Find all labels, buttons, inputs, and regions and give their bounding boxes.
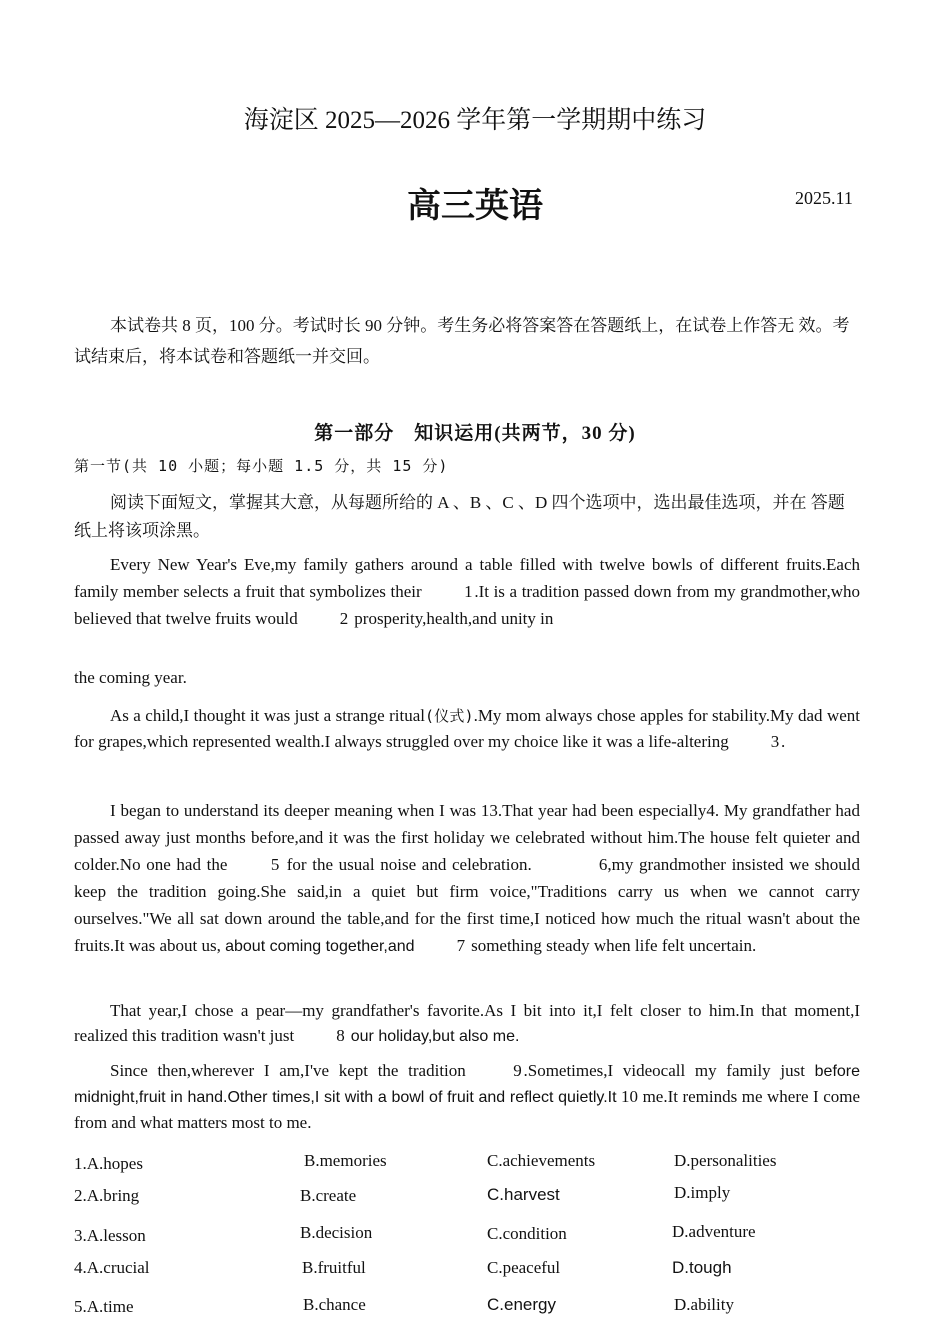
option-1b: B.memories <box>304 1151 387 1170</box>
passage-paragraph-1-end: the coming year. <box>74 668 187 687</box>
option-5d: D.ability <box>674 1295 734 1314</box>
option-5a: 5.A.time <box>74 1297 134 1316</box>
passage-paragraph-1 <box>74 551 860 632</box>
exam-date: 2025.11 <box>795 188 853 208</box>
exam-intro: 本试卷共 8 页，100 分。考试时长 90 分钟。考生务必将答案答在答题纸上，在试卷上作答无 效。考试结束后，将本试卷和答题纸一并交回。 <box>74 316 850 366</box>
option-1c: C.achievements <box>487 1151 596 1170</box>
option-1a: 1.A.hopes <box>74 1154 143 1173</box>
passage-text: Since then,wherever I am,I've kept the tradition <box>110 1061 466 1080</box>
blank-1: 1 <box>464 582 473 601</box>
passage-text: .It is a tradition passed down from my grandmother,who believed that twelve fruits would <box>74 582 860 628</box>
passage-text: Every New Year's Eve,my family gathers around a table filled with twelve bowls of different fruits.Each family member selects a fruit that symbolizes their <box>74 555 860 601</box>
blank-7: 7 <box>456 936 466 955</box>
option-3b: B.decision <box>300 1223 373 1242</box>
passage-text: before midnight,fruit in hand.Other times,I sit with a bowl of fruit and reflect quietly.It <box>74 1063 861 1106</box>
passage-text: . My grandfather had passed away just months before,and it was the first holiday we celebrated without him.The house felt quieter and colder.No one had the <box>74 801 860 874</box>
passage-text: prosperity,health,and unity in <box>354 609 554 628</box>
blank-3: 3 <box>770 732 780 751</box>
passage-text: That year,I chose a pear—my grandfather's favorite.As I bit into it,I felt closer to him.In that moment,I realized this tradition wasn't just <box>74 1001 860 1045</box>
gloss-note: (仪式) <box>425 707 474 725</box>
option-4c: C.peaceful <box>487 1258 561 1277</box>
option-3d: D.adventure <box>672 1222 756 1241</box>
option-3c: C.condition <box>487 1224 567 1243</box>
passage-paragraph-4 <box>74 998 860 1049</box>
passage-text: ,my grandmother insisted we should keep the tradition going.She said,in a quiet but firm voice,"Traditions carry us when we cannot carry ourselves."We all sat down around the table,and for the first time,I noticed how much the ritual wasn't about the fruits.It was about us, <box>74 855 861 955</box>
blank-8: 8 <box>336 1026 345 1045</box>
passage-paragraph-5 <box>74 1058 860 1135</box>
passage-text: our holiday,but also me. <box>350 1028 520 1045</box>
blank-5: 5 <box>270 855 280 874</box>
option-2b: B.create <box>300 1186 357 1205</box>
option-2a: 2.A.bring <box>74 1186 140 1205</box>
section-instruction: 阅读下面短文，掌握其大意，从每题所给的 A 、B 、C 、D 四个选项中，选出最佳选项，并在 答题纸上将该项涂黑。 <box>74 493 845 540</box>
passage-paragraph-2: As a child,I thought it was just a strange ritual(仪式).My mom always chose apples for stability.My dad went for grapes,which represented wealth.I always struggled over my choice like it was a life-altering 3 . <box>74 703 860 755</box>
passage-text: me.It reminds me where I come from and what matters most to me. <box>74 1087 861 1132</box>
passage-text: about coming together,and <box>225 938 415 955</box>
option-5b: B.chance <box>303 1295 366 1314</box>
option-3a: 3.A.lesson <box>74 1226 146 1245</box>
blank-4: 4 <box>706 801 715 820</box>
option-4b: B.fruitful <box>302 1258 366 1277</box>
passage-text: I began to understand its deeper meaning when I was 13.That year had been especially <box>110 801 707 820</box>
passage-text: for the usual noise and celebration. <box>286 855 532 874</box>
section-heading: 第一节(共 10 小题；每小题 1.5 分，共 15 分) <box>74 457 449 475</box>
option-1d: D.personalities <box>674 1151 777 1170</box>
exam-title: 海淀区 2025—2026 学年第一学期期中练习 <box>243 107 707 134</box>
passage-text: .My mom always chose apples for stability.My dad went for grapes,which represented wealth.I always struggled over my choice like it was a life-altering <box>74 706 861 751</box>
blank-2: 2 <box>339 609 349 628</box>
option-4d: D.tough <box>672 1258 732 1277</box>
blank-9: 9 <box>513 1061 522 1080</box>
option-4a: 4.A.crucial <box>74 1258 150 1277</box>
option-5c: C.energy <box>487 1295 556 1314</box>
passage-text: As a child,I thought it was just a strange ritual <box>110 706 425 725</box>
option-2d: D.imply <box>674 1183 731 1202</box>
passage-text: .Sometimes,I videocall my family just <box>523 1061 805 1080</box>
part-heading: 第一部分 知识运用(共两节，30 分) <box>314 423 636 444</box>
blank-6: 6 <box>598 855 608 874</box>
subject-title: 高三英语 <box>407 188 543 225</box>
option-2c: C.harvest <box>487 1185 560 1204</box>
passage-text: something steady when life felt uncertain. <box>471 936 757 955</box>
blank-10: 10 <box>621 1087 639 1106</box>
passage-paragraph-3 <box>74 797 860 960</box>
